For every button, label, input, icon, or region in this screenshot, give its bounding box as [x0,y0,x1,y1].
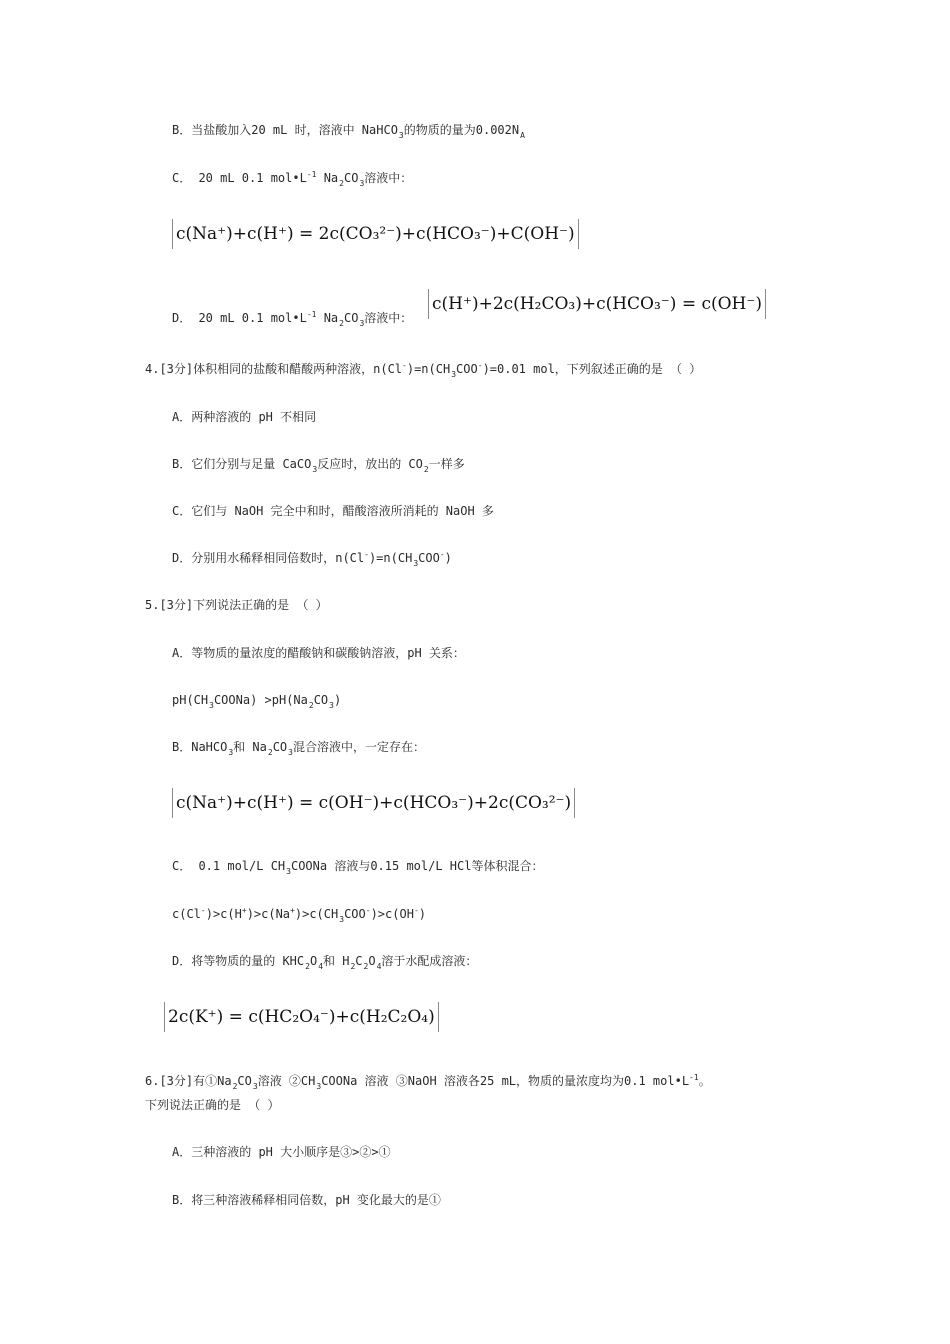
option-3d: D． 20 mL 0.1 $mol•L^{-1}$ $Na_2CO_3$溶液中： [172,310,413,328]
option-5c: C． 0.1 mol/L $CH_3COONa$ 溶液与0.15 mol/L HCl等体积混合： [172,859,544,876]
equation-2: c(H⁺)+2c(H₂CO₃)+c(HCO₃⁻) = c(OH⁻) [428,289,766,319]
option-4c: C．它们与 NaOH 完全中和时，醋酸溶液所消耗的 NaOH 多 [172,504,494,518]
question-4: 4.[3分]体积相同的盐酸和醋酸两种溶液，$n(Cl^-)=n(CH_3COO^-)=0.01$ mol，下列叙述正确的是 （ ） [145,361,702,379]
equation-3: c(Na⁺)+c(H⁺) = c(OH⁻)+c(HCO₃⁻)+2c(CO₃²⁻) [172,788,575,818]
option-3b: B．当盐酸加入20 mL 时，溶液中 NaHCO$_3$的物质的量为$0.002N_A$ [172,123,525,140]
option-5c-relation: $c(Cl^-)>c(H^+)>c(Na^+)>c(CH_3COO^-)>c(OH^-)$ [172,906,426,924]
option-5b: B．NaHCO$_3$和 $Na_2CO_3$混合溶液中，一定存在： [172,740,425,757]
question-5: 5.[3分]下列说法正确的是 （ ） [145,598,328,612]
option-4d: D．分别用水稀释相同倍数时，$n(Cl^-)=n(CH_3COO^-)$ [172,550,452,568]
option-6a: A．三种溶液的 pH 大小顺序是③>②>① [172,1145,391,1159]
question-6: 6.[3分]有$①Na_2CO_3$溶液 $②CH_3COONa$ 溶液 ③NaOH 溶液各25 mL，物质的量浓度均为0.1 $mol•L^{-1}$。 [145,1073,711,1091]
option-5d: D．将等物质的量的 $KHC_2O_4$和 $H_2C_2O_4$溶于水配成溶液： [172,954,478,971]
option-5a: A．等物质的量浓度的醋酸钠和碳酸钠溶液，pH 关系： [172,646,465,660]
equation-1: c(Na⁺)+c(H⁺) = 2c(CO₃²⁻)+c(HCO₃⁻)+C(OH⁻) [172,219,579,249]
equation-4: 2c(K⁺) = c(HC₂O₄⁻)+c(H₂C₂O₄) [164,1002,439,1032]
option-4b: B．它们分别与足量 CaCO$_3$反应时，放出的 $CO_2$一样多 [172,457,465,474]
option-3c: C． 20 mL 0.1 $mol•L^{-1}$ $Na_2CO_3$溶液中： [172,170,413,188]
option-5a-relation: $pH(CH_3COONa) >pH(Na_2CO_3)$ [172,693,342,710]
option-4a: A．两种溶液的 pH 不相同 [172,410,317,424]
question-6-continued: 下列说法正确的是 （ ） [145,1098,280,1112]
option-6b: B．将三种溶液稀释相同倍数，pH 变化最大的是① [172,1193,441,1207]
